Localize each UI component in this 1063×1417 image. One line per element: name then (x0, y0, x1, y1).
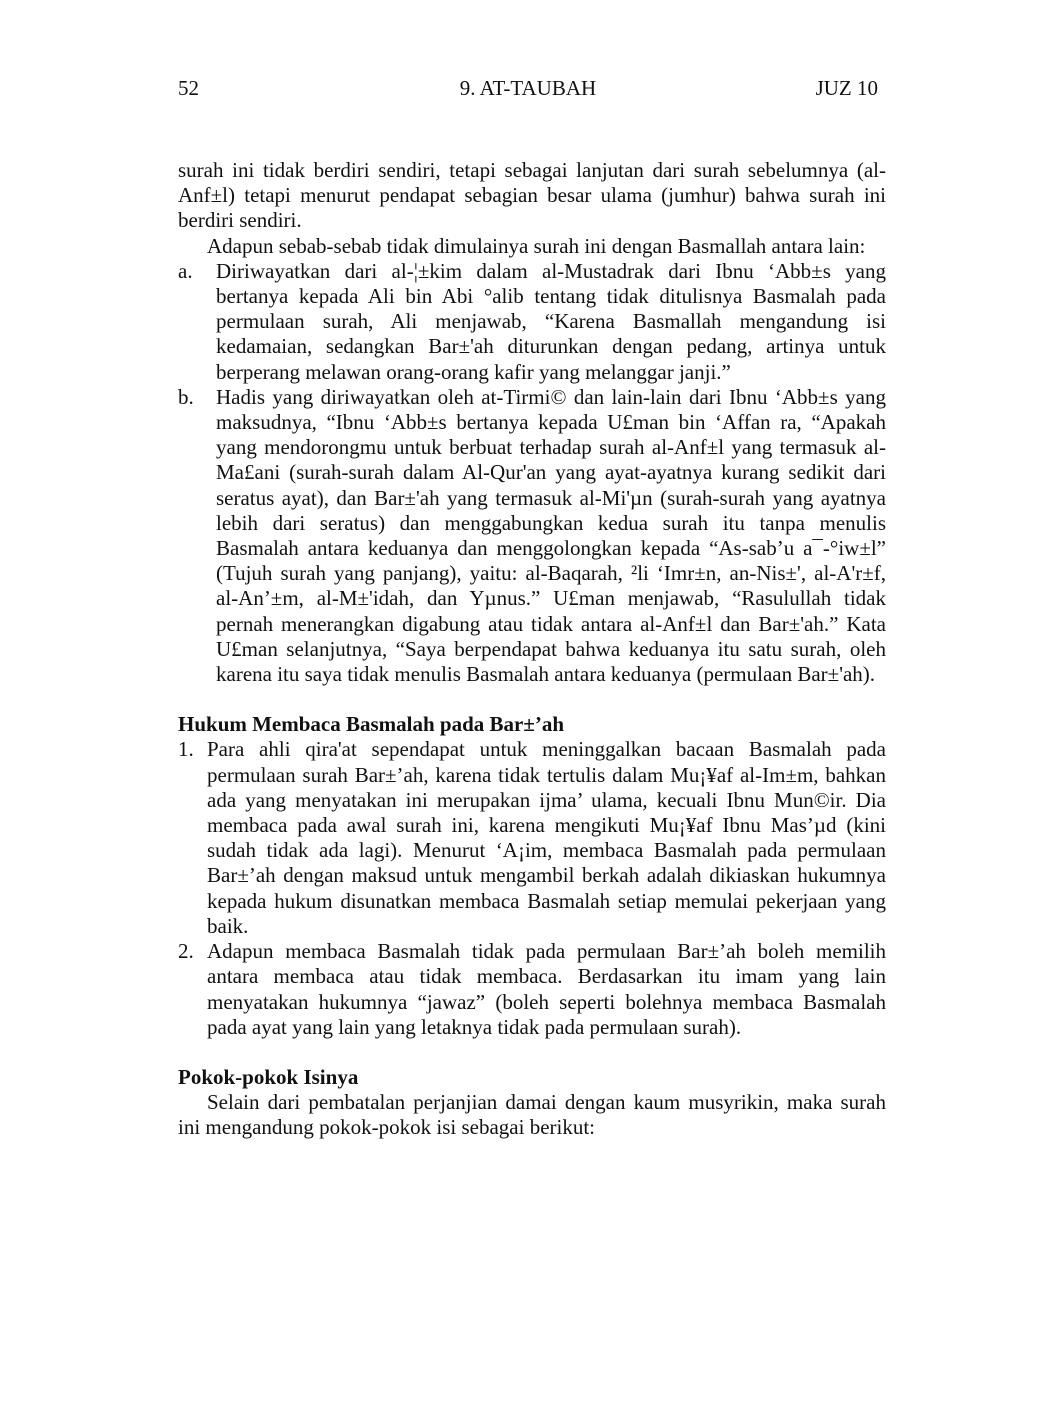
page-number: 52 (178, 76, 199, 100)
intro-paragraph: surah ini tidak berdiri sendiri, tetapi sebagai lanjutan dari surah sebelumnya (al-Anf±l) tetapi menurut pendapat sebagian besar ulama (jumhur) bahwa surah ini berdiri sendiri. (178, 158, 886, 233)
list-item-text: Diriwayatkan dari al-¦±kim dalam al-Mustadrak dari Ibnu ‘Abb±s yang bertanya kepada Ali bin Abi °alib tentang tidak ditulisnya Basmalah pada permulaan surah, Ali menjawab, “Karena Basmallah mengandung isi kedamaian, sedangkan Bar±'ah diturunkan dengan pedang, artinya untuk berperang melawan orang-orang kafir yang melanggar janji.” (216, 258, 886, 384)
list-item-text: Hadis yang diriwayatkan oleh at-Tirmi© dan lain-lain dari Ibnu ‘Abb±s yang maksudnya, “Ibnu ‘Abb±s bertanya kepada U£man bin ‘Affan ra, “Apakah yang mendorongmu untuk berbuat terhadap surah al-Anf±l yang termasuk al-Ma£ani (surah-surah dalam Al-Qur'an yang ayat-ayatnya kurang sedikit dari seratus ayat), dan Bar±'ah yang termasuk al-Mi'µn (surah-surah yang ayatnya lebih dari seratus) dan menggabungkan kedua surah itu tanpa menulis Basmalah antara keduanya dan menggolongkan kepada “As-sab’u a¯-°iw±l” (Tujuh surah yang panjang), yaitu: al-Baqarah, ²li ‘Imr±n, an-Nis±', al-A'r±f, al-An’±m, al-M±'idah, dan Yµnus.” U£man menjawab, “Rasulullah tidak pernah menerangkan digabung atau tidak antara al-Anf±l dan Bar±'ah.” Kata U£man selanjutnya, “Saya berpendapat bahwa keduanya itu satu surah, oleh karena itu saya tidak menulis Basmalah antara keduanya (permulaan Bar±'ah). (216, 384, 886, 687)
list-item (178, 259, 886, 385)
running-header (178, 76, 878, 100)
section-heading-basmalah: Hukum Membaca Basmalah pada Bar±’ah (178, 712, 565, 737)
list-marker: b. (178, 384, 194, 409)
intro-paragraph-reasons: Adapun sebab-sebab tidak dimulainya surah ini dengan Basmallah antara lain: (207, 233, 866, 258)
list-marker: 2. (178, 939, 194, 964)
list-item (178, 385, 886, 687)
list-item-text: Adapun membaca Basmalah tidak pada permulaan Bar±’ah boleh memilih antara membaca atau tidak membaca. Berdasarkan itu imam yang lain menyatakan hukumnya “jawaz” (boleh seperti bolehnya membaca Basmalah pada ayat yang lain yang letaknya tidak pada permulaan surah). (207, 939, 886, 1039)
list-item-text: Para ahli qira'at sependapat untuk meninggalkan bacaan Basmalah pada permulaan surah Bar±’ah, karena tidak tertulis dalam Mu¡¥af al-Im±m, bahkan ada yang menyatakan ini merupakan ijma’ ulama, kecuali Ibnu Mun©ir. Dia membaca pada awal surah ini, karena mengikuti Mu¡¥af Ibnu Mas’µd (kini sudah tidak ada lagi). Menurut ‘A¡im, membaca Basmalah pada permulaan Bar±’ah dengan maksud untuk mengambil berkah adalah dikiaskan hukumnya kepada hukum disunatkan membaca Basmalah setiap memulai pekerjaan yang baik. (207, 737, 886, 938)
numbered-item (178, 939, 886, 1040)
numbered-item (178, 737, 886, 939)
list-marker: 1. (178, 737, 194, 762)
section-paragraph: Selain dari pembatalan perjanjian damai dengan kaum musyrikin, maka surah ini mengandung pokok-pokok isi sebagai berikut: (178, 1090, 886, 1140)
list-marker: a. (178, 258, 193, 283)
page-body (178, 158, 886, 1141)
surah-title: 9. AT-TAUBAH (459, 76, 597, 100)
section-heading-pokok-isi: Pokok-pokok Isinya (178, 1064, 359, 1089)
juz-label: JUZ 10 (815, 76, 878, 100)
